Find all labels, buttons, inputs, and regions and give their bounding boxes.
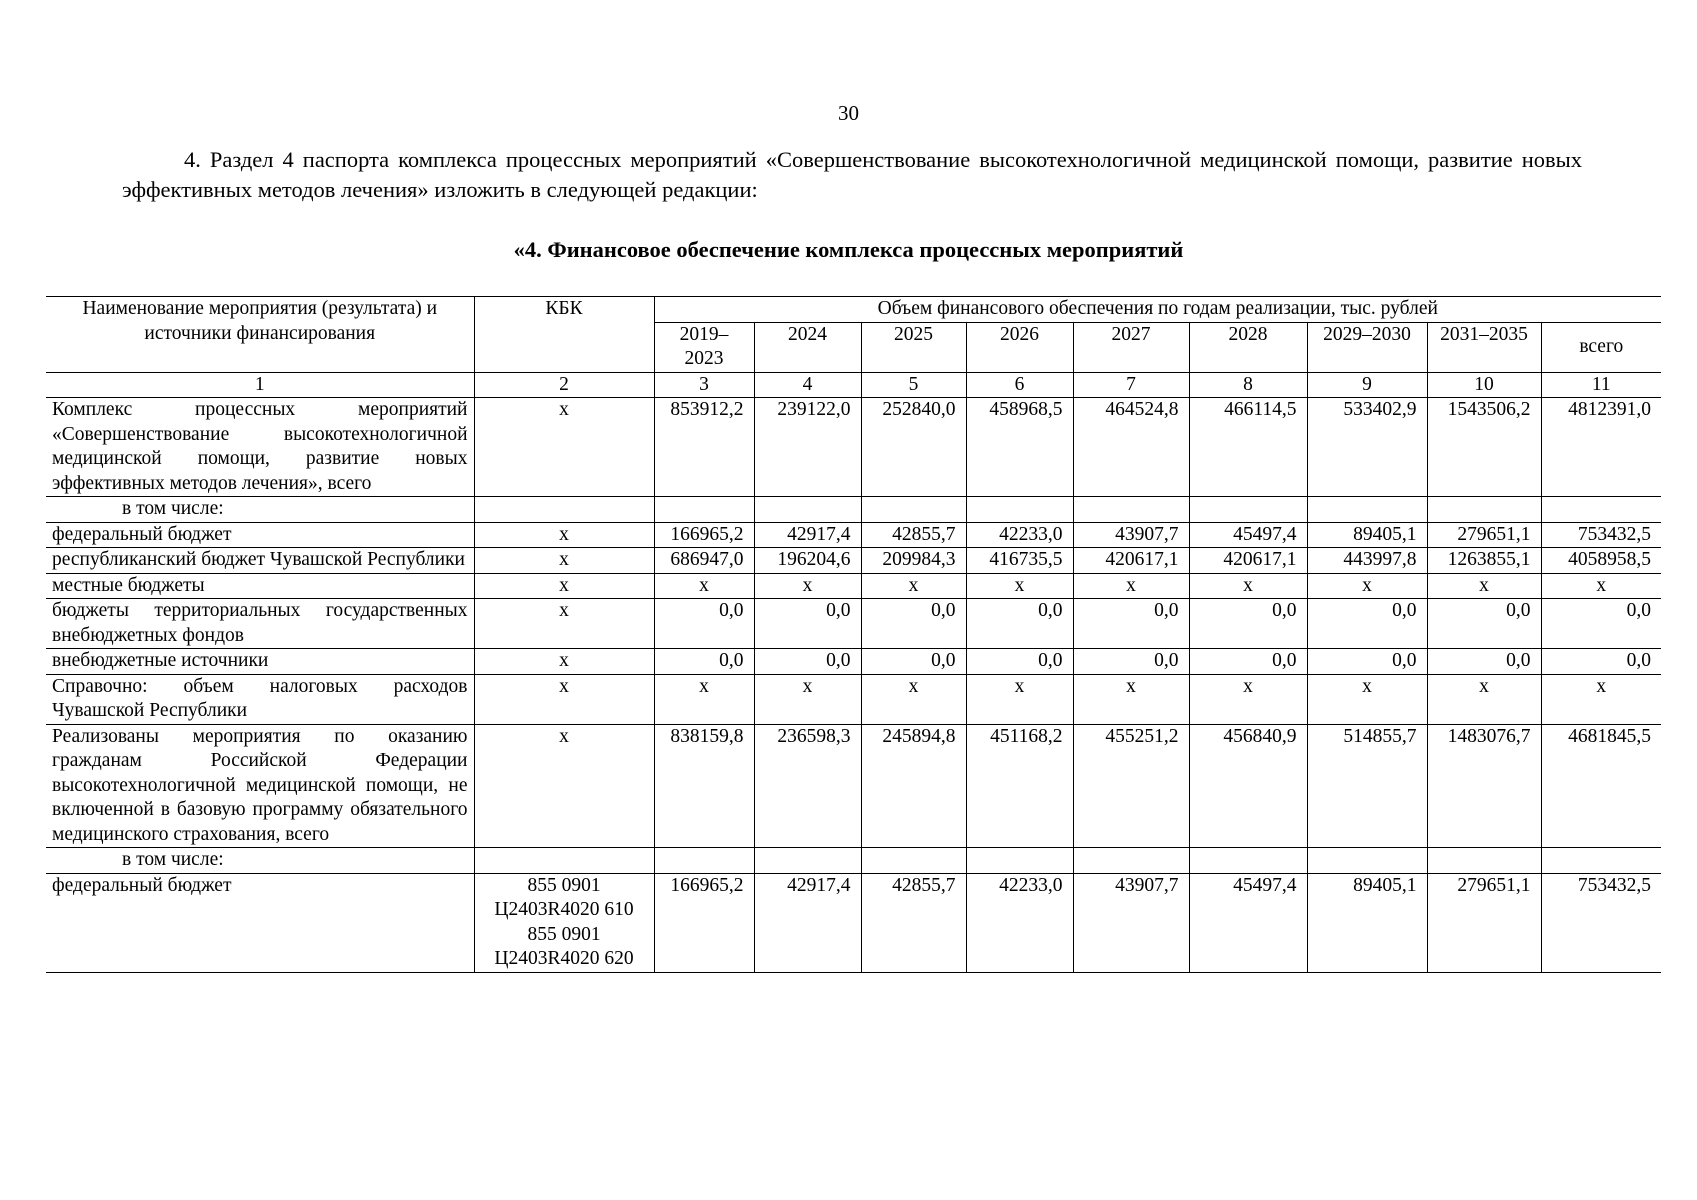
row-value: 42233,0	[966, 873, 1073, 972]
row-value: 252840,0	[861, 398, 966, 497]
page-number: 30	[838, 101, 859, 125]
row-kbk: х	[474, 522, 654, 548]
row-value: 466114,5	[1189, 398, 1307, 497]
table-row	[46, 873, 1661, 972]
row-value	[1189, 497, 1307, 523]
intro-paragraph	[122, 145, 1582, 205]
column-number: 10	[1427, 372, 1541, 398]
row-value: 42917,4	[754, 522, 861, 548]
column-number: 3	[654, 372, 754, 398]
row-value: 443997,8	[1307, 548, 1427, 574]
row-value: 0,0	[861, 599, 966, 649]
header-year: 2026	[966, 322, 1073, 372]
row-value: 89405,1	[1307, 873, 1427, 972]
column-number: 9	[1307, 372, 1427, 398]
row-value: 0,0	[1073, 649, 1189, 675]
row-kbk: х	[474, 599, 654, 649]
row-value: 0,0	[1541, 599, 1661, 649]
row-value: х	[1427, 573, 1541, 599]
kbk-line: 855 0901	[527, 923, 601, 945]
row-kbk: х	[474, 674, 654, 724]
row-value: 1483076,7	[1427, 724, 1541, 848]
table-row	[46, 649, 1661, 675]
row-value: 533402,9	[1307, 398, 1427, 497]
column-number: 6	[966, 372, 1073, 398]
row-kbk: х	[474, 548, 654, 574]
table-row	[46, 398, 1661, 497]
row-value: 209984,3	[861, 548, 966, 574]
row-value: х	[1427, 674, 1541, 724]
row-value: 0,0	[654, 599, 754, 649]
row-name: федеральный бюджет	[46, 522, 474, 548]
row-value: 0,0	[1189, 649, 1307, 675]
row-value	[1189, 848, 1307, 874]
row-value: 416735,5	[966, 548, 1073, 574]
row-value: х	[654, 573, 754, 599]
row-name: Комплекс процессных мероприятий «Совершенствование высокотехнологичной медицинской помощи, развитие новых эффективных методов лечения», всего	[46, 398, 474, 497]
table-row	[46, 548, 1661, 574]
row-value: 0,0	[1307, 599, 1427, 649]
header-year: 2027	[1073, 322, 1189, 372]
column-number: 11	[1541, 372, 1661, 398]
row-value: х	[966, 573, 1073, 599]
row-value: 45497,4	[1189, 873, 1307, 972]
row-value: 0,0	[1427, 599, 1541, 649]
row-value: 236598,3	[754, 724, 861, 848]
row-kbk: х	[474, 724, 654, 848]
row-name: бюджеты территориальных государственных внебюджетных фондов	[46, 599, 474, 649]
row-value: 166965,2	[654, 873, 754, 972]
row-name: в том числе:	[46, 497, 474, 523]
section-heading: «4. Финансовое обеспечение комплекса процессных мероприятий	[513, 237, 1184, 262]
row-value: 0,0	[966, 599, 1073, 649]
row-value	[1541, 497, 1661, 523]
column-number: 5	[861, 372, 966, 398]
table-row	[46, 497, 1661, 523]
table-row	[46, 599, 1661, 649]
row-value: х	[1189, 573, 1307, 599]
row-kbk	[474, 873, 654, 972]
header-year: 2031–2035	[1427, 322, 1541, 372]
row-value: 0,0	[861, 649, 966, 675]
header-year: 2019–2023	[654, 322, 754, 372]
row-kbk: х	[474, 398, 654, 497]
row-value: 0,0	[966, 649, 1073, 675]
row-value	[861, 848, 966, 874]
row-value	[1307, 497, 1427, 523]
row-value: 89405,1	[1307, 522, 1427, 548]
header-name: Наименование мероприятия (результата) и источники финансирования	[46, 297, 474, 373]
column-number: 4	[754, 372, 861, 398]
row-value: 42855,7	[861, 873, 966, 972]
kbk-line: 855 0901	[527, 874, 601, 896]
row-value: 239122,0	[754, 398, 861, 497]
row-value	[1073, 848, 1189, 874]
row-value: 0,0	[1307, 649, 1427, 675]
row-value: 245894,8	[861, 724, 966, 848]
row-value	[1541, 848, 1661, 874]
row-value: 4681845,5	[1541, 724, 1661, 848]
row-value: 43907,7	[1073, 873, 1189, 972]
column-number: 2	[474, 372, 654, 398]
row-value: 514855,7	[1307, 724, 1427, 848]
header-year: 2028	[1189, 322, 1307, 372]
row-value: 458968,5	[966, 398, 1073, 497]
row-value: 42233,0	[966, 522, 1073, 548]
row-value: 166965,2	[654, 522, 754, 548]
kbk-line: Ц2403R4020 620	[494, 948, 634, 969]
table-row	[46, 573, 1661, 599]
row-value: 0,0	[754, 649, 861, 675]
row-value: 279651,1	[1427, 522, 1541, 548]
row-value: 456840,9	[1189, 724, 1307, 848]
row-value: 0,0	[1427, 649, 1541, 675]
row-value: 196204,6	[754, 548, 861, 574]
row-value: 0,0	[654, 649, 754, 675]
row-name: Справочно: объем налоговых расходов Чувашской Республики	[46, 674, 474, 724]
header-kbk: КБК	[474, 297, 654, 373]
header-group: Объем финансового обеспечения по годам реализации, тыс. рублей	[654, 297, 1661, 323]
row-kbk	[474, 848, 654, 874]
header-total: всего	[1541, 322, 1661, 372]
row-name: в том числе:	[46, 848, 474, 874]
row-value: х	[1307, 674, 1427, 724]
row-value	[1307, 848, 1427, 874]
row-kbk: х	[474, 649, 654, 675]
row-value: х	[754, 573, 861, 599]
row-value: 4058958,5	[1541, 548, 1661, 574]
row-value	[1427, 848, 1541, 874]
row-value: 42917,4	[754, 873, 861, 972]
row-value: 455251,2	[1073, 724, 1189, 848]
row-value: 464524,8	[1073, 398, 1189, 497]
row-value: 838159,8	[654, 724, 754, 848]
row-value: 4812391,0	[1541, 398, 1661, 497]
row-value	[654, 848, 754, 874]
table-row	[46, 848, 1661, 874]
row-value: 0,0	[1073, 599, 1189, 649]
row-value: 686947,0	[654, 548, 754, 574]
table-row	[46, 522, 1661, 548]
row-value: 1263855,1	[1427, 548, 1541, 574]
row-value: 279651,1	[1427, 873, 1541, 972]
row-value: 753432,5	[1541, 522, 1661, 548]
row-value: 42855,7	[861, 522, 966, 548]
row-value: х	[861, 674, 966, 724]
row-value: х	[654, 674, 754, 724]
financing-table	[46, 296, 1661, 973]
row-value: х	[1073, 674, 1189, 724]
row-name: республиканский бюджет Чувашской Республики	[46, 548, 474, 574]
column-number: 8	[1189, 372, 1307, 398]
header-row-1	[46, 297, 1661, 323]
row-name: внебюджетные источники	[46, 649, 474, 675]
row-kbk	[474, 497, 654, 523]
row-value	[654, 497, 754, 523]
row-name: федеральный бюджет	[46, 873, 474, 972]
row-value: 1543506,2	[1427, 398, 1541, 497]
table-body	[46, 398, 1661, 973]
row-value: х	[861, 573, 966, 599]
row-value: х	[1541, 573, 1661, 599]
intro-text: 4. Раздел 4 паспорта комплекса процессных мероприятий «Совершенствование высокотехнологичной медицинской помощи, развитие новых эффективных методов лечения» изложить в следующей редакции:	[122, 147, 1582, 202]
column-number: 7	[1073, 372, 1189, 398]
row-value: 853912,2	[654, 398, 754, 497]
row-value	[861, 497, 966, 523]
row-value	[966, 497, 1073, 523]
header-year: 2025	[861, 322, 966, 372]
header-year: 2024	[754, 322, 861, 372]
row-value	[754, 848, 861, 874]
row-name: Реализованы мероприятия по оказанию гражданам Российской Федерации высокотехнологичной медицинской помощи, не включенной в базовую программу обязательного медицинского страхования, всего	[46, 724, 474, 848]
row-value: 0,0	[1541, 649, 1661, 675]
row-value	[754, 497, 861, 523]
row-name: местные бюджеты	[46, 573, 474, 599]
row-value: х	[1541, 674, 1661, 724]
row-value: х	[1307, 573, 1427, 599]
row-value	[1073, 497, 1189, 523]
row-value: 420617,1	[1073, 548, 1189, 574]
table-row	[46, 724, 1661, 848]
row-value: х	[1189, 674, 1307, 724]
column-number: 1	[46, 372, 474, 398]
row-kbk: х	[474, 573, 654, 599]
row-value: 451168,2	[966, 724, 1073, 848]
row-value: 420617,1	[1189, 548, 1307, 574]
header-year: 2029–2030	[1307, 322, 1427, 372]
row-value	[1427, 497, 1541, 523]
row-value	[966, 848, 1073, 874]
row-value: 0,0	[1189, 599, 1307, 649]
row-value: 43907,7	[1073, 522, 1189, 548]
row-value: 753432,5	[1541, 873, 1661, 972]
kbk-line: Ц2403R4020 610	[494, 899, 634, 920]
column-number-row	[46, 372, 1661, 398]
row-value: 0,0	[754, 599, 861, 649]
row-value: х	[966, 674, 1073, 724]
row-value: х	[754, 674, 861, 724]
row-value: х	[1073, 573, 1189, 599]
table-row	[46, 674, 1661, 724]
row-value: 45497,4	[1189, 522, 1307, 548]
